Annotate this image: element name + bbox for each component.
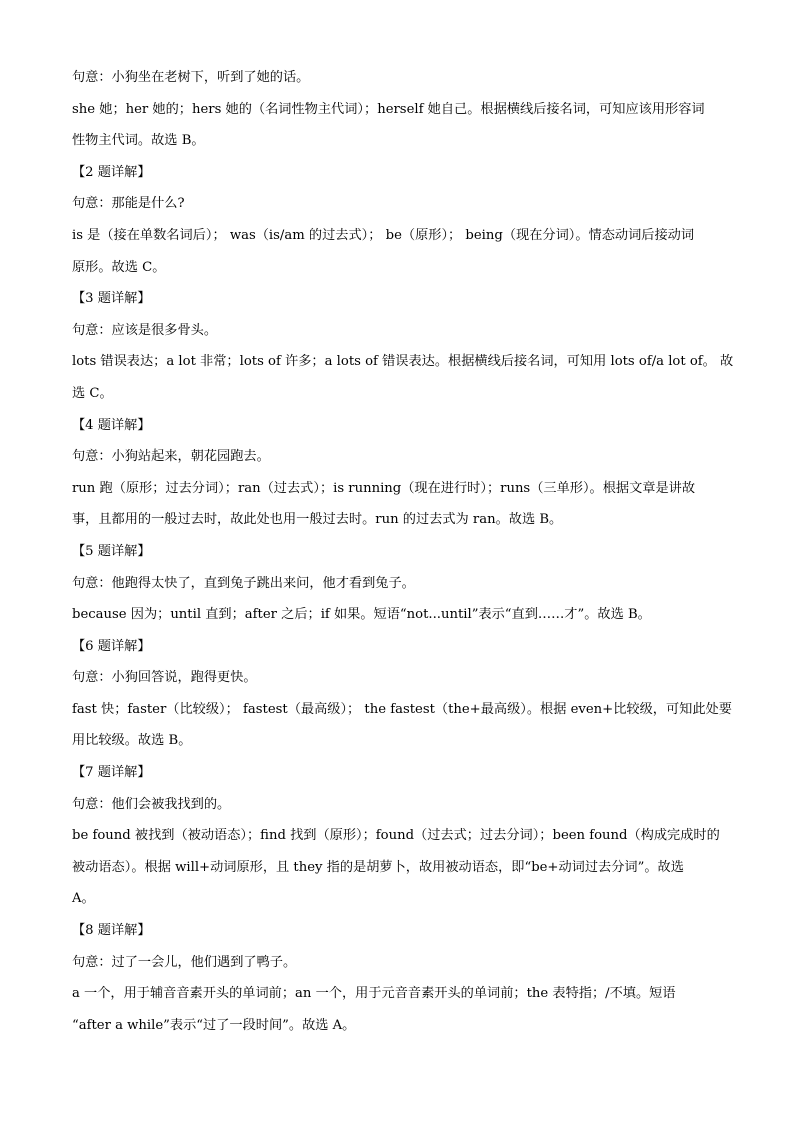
- text-line: 句意：小狗站起来，朝花园跑去。: [72, 449, 270, 465]
- text-line: 句意：他跑得太快了，直到兔子跳出来问，他才看到兔子。: [72, 575, 415, 591]
- text-line: A。: [72, 891, 95, 907]
- section-heading: 【8 题详解】: [72, 923, 151, 939]
- text-line: be found 被找到（被动语态）；find 找到（原形）；found（过去式；过去分词）；been found（构成完成时的: [72, 828, 720, 844]
- section-heading: 【5 题详解】: [72, 543, 151, 559]
- text-line: lots 错误表达；a lot 非常；lots of 许多；a lots of 错误表达。根据横线后接名词，可知用 lots of/a lot of。 故: [72, 354, 734, 370]
- text-line: because 因为；until 直到；after 之后；if 如果。短语“not...until”表示“直到……才”。故选 B。: [72, 607, 651, 623]
- section-heading: 【7 题详解】: [72, 765, 151, 781]
- text-line: 句意：小狗坐在老树下，听到了她的话。: [72, 70, 310, 85]
- section-heading: 【3 题详解】: [72, 291, 151, 307]
- text-line: fast 快；faster（比较级）； fastest（最高级）； the fastest（the+最高级）。根据 even+比较级，可知此处要: [72, 701, 732, 717]
- text-line: 用比较级。故选 B。: [72, 733, 192, 749]
- text-line: 句意：应该是很多骨头。: [72, 322, 218, 338]
- text-line: run 跑（原形；过去分词）；ran（过去式）；is running（现在进行时）；runs（三单形）。根据文章是讲故: [72, 480, 696, 496]
- text-line: 句意：小狗回答说，跑得更快。: [72, 670, 257, 686]
- text-line: 原形。故选 C。: [72, 259, 166, 275]
- section-heading: 【6 题详解】: [72, 638, 151, 654]
- text-line: 句意：他们会被我找到的。: [72, 796, 231, 812]
- text-line: 选 C。: [72, 385, 113, 401]
- text-line: a 一个，用于辅音音素开头的单词前；an 一个，用于元音音素开头的单词前；the 表特指；/不填。短语: [72, 986, 676, 1002]
- text-line: 句意：那能是什么?: [72, 196, 185, 212]
- text-line: she 她；her 她的；hers 她的（名词性物主代词）；herself 她自己。根据横线后接名词，可知应该用形容词: [72, 101, 705, 117]
- text-line: 性物主代词。故选 B。: [72, 133, 205, 149]
- document-body: [72, 62, 734, 1041]
- text-line: 句意：过了一会儿，他们遇到了鸭子。: [72, 954, 297, 970]
- section-heading: 【2 题详解】: [72, 164, 151, 180]
- text-line: “after a while”表示“过了一段时间”。故选 A。: [72, 1017, 356, 1033]
- text-line: 被动语态）。根据 will+动词原形，且 they 指的是胡萝卜，故用被动语态，即“be+动词过去分词”。故选: [72, 859, 684, 875]
- text-line: is 是（接在单数名词后）； was（is/am 的过去式）； be（原形）； being（现在分词）。情态动词后接动词: [72, 227, 695, 243]
- text-line: 事，且都用的一般过去时，故此处也用一般过去时。run 的过去式为 ran。故选 B。: [72, 512, 563, 528]
- section-heading: 【4 题详解】: [72, 417, 151, 433]
